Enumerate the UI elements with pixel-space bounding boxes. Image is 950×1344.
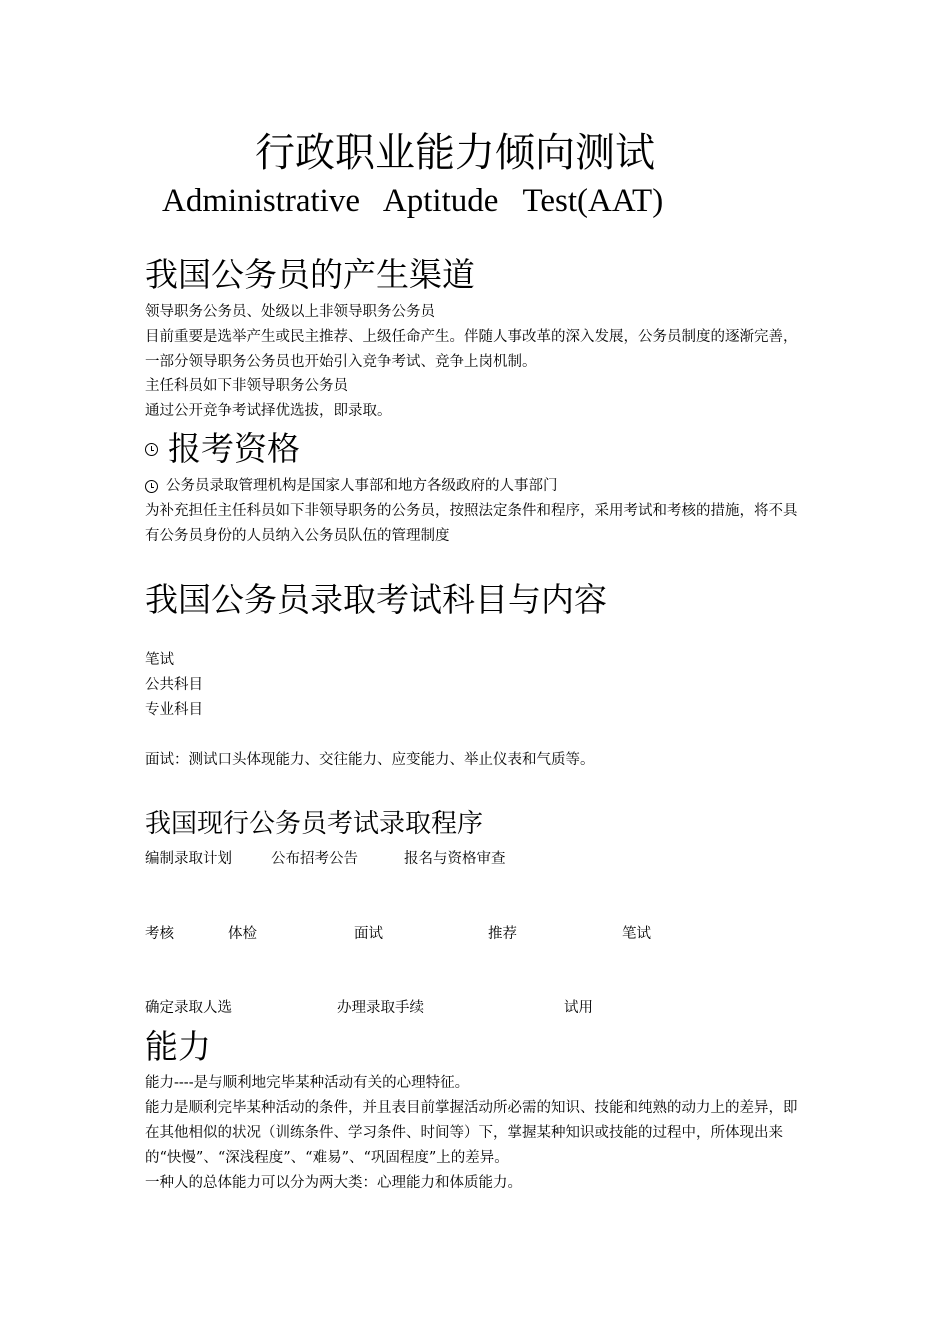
paragraph xyxy=(145,474,810,499)
section-heading-subjects: 我国公务员录取考试科目与内容 xyxy=(145,580,607,619)
paragraph: 通过公开竞争考试择优选拔，即录取。 xyxy=(145,403,392,419)
procedure-step: 考核 xyxy=(145,926,174,942)
paragraph: 目前重要是选举产生或民主推荐、上级任命产生。伴随人事改革的深入发展，公务员制度的逐渐完善，一部分领导职务公务员也开始引入竞争考试、竞争上岗机制。 xyxy=(145,329,798,370)
procedure-step: 笔试 xyxy=(622,926,651,942)
paragraph: 领导职务公务员、处级以上非领导职务公务员 xyxy=(145,304,435,320)
section-heading-ability: 能力 xyxy=(145,1027,211,1066)
section-heading-qualification-row xyxy=(145,428,300,470)
paragraph: 主任科员如下非领导职务公务员 xyxy=(145,378,348,394)
section-heading-procedure: 我国现行公务员考试录取程序 xyxy=(145,809,484,839)
procedure-step: 报名与资格审查 xyxy=(404,851,506,867)
procedure-step: 办理录取手续 xyxy=(337,1000,424,1016)
document-subtitle: Administrative Aptitude Test(AAT) xyxy=(162,183,664,219)
clock-icon xyxy=(145,480,158,493)
procedure-step: 公布招考公告 xyxy=(271,851,358,867)
paragraph: 面试：测试口头体现能力、交往能力、应变能力、举止仪表和气质等。 xyxy=(145,752,595,768)
paragraph: 能力----是与顺利地完毕某种活动有关的心理特征。 xyxy=(145,1075,470,1091)
paragraph: 能力是顺利完毕某种活动的条件，并且表目前掌握活动所必需的知识、技能和纯熟的动力上的差异，即在其他相似的状况（训练条件、学习条件、时间等）下，掌握某种知识或技能的过程中，所体现出来的“快慢”、“深浅程度”、“难易”、“巩固程度”上的差异。 xyxy=(145,1100,798,1166)
procedure-step: 面试 xyxy=(354,926,383,942)
procedure-step: 编制录取计划 xyxy=(145,851,232,867)
procedure-step: 试用 xyxy=(564,1000,593,1016)
paragraph: 为补充担任主任科员如下非领导职务的公务员，按照法定条件和程序，采用考试和考核的措施，将不具有公务员身份的人员纳入公务员队伍的管理制度 xyxy=(145,503,798,544)
list-item: 公共科目 xyxy=(145,677,203,693)
procedure-step: 体检 xyxy=(228,926,257,942)
section-heading-qualification: 报考资格 xyxy=(168,429,300,468)
list-item: 专业科目 xyxy=(145,702,203,718)
document-title: 行政职业能力倾向测试 xyxy=(255,130,655,176)
paragraph: 一种人的总体能力可以分为两大类：心理能力和体质能力。 xyxy=(145,1175,522,1191)
list-item: 笔试 xyxy=(145,652,174,668)
procedure-step: 确定录取人选 xyxy=(145,1000,232,1016)
section-heading-channels: 我国公务员的产生渠道 xyxy=(145,255,475,294)
paragraph-text: 公务员录取管理机构是国家人事部和地方各级政府的人事部门 xyxy=(166,478,558,494)
procedure-step: 推荐 xyxy=(488,926,517,942)
clock-icon xyxy=(145,443,158,456)
